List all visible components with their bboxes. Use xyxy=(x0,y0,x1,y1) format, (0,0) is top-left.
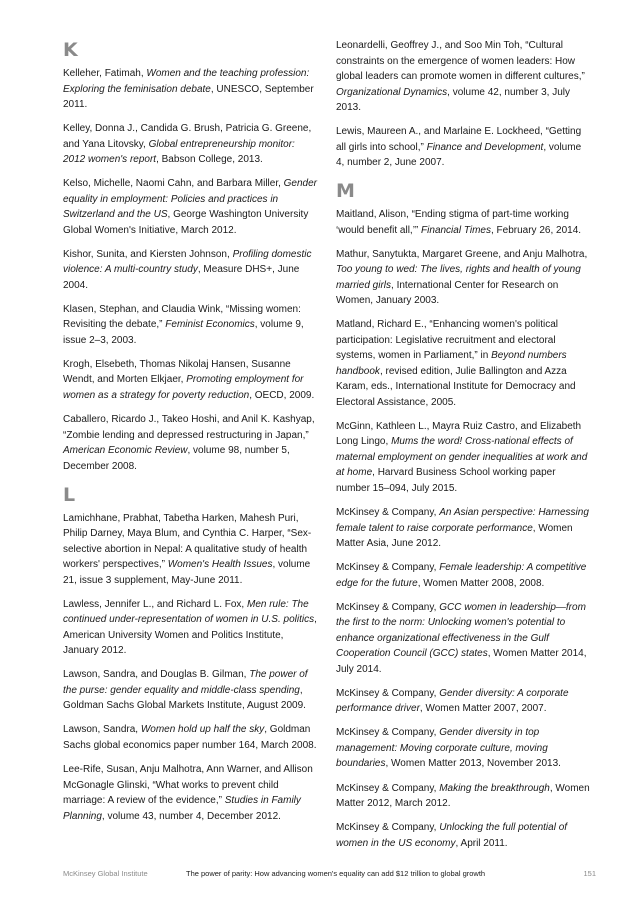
l-continued-entries xyxy=(336,38,591,171)
reference-authors: McKinsey & Company, xyxy=(336,727,440,739)
reference-entry xyxy=(336,317,591,410)
reference-authors: McKinsey & Company, xyxy=(336,782,440,794)
reference-entry xyxy=(63,176,318,238)
reference-authors: Caballero, Ricardo J., Takeo Hoshi, and Anil K. Kashyap, “Zombie lending and depressed restructuring in Japan,” xyxy=(63,414,315,441)
reference-authors: Maitland, Alison, “Ending stigma of part-time working ‘would benefit all,’” xyxy=(336,209,569,236)
reference-title: Studies in Family Planning xyxy=(63,795,301,822)
reference-details: , Babson College, 2013. xyxy=(156,154,263,166)
reference-details: , Women Matter 2007, 2007. xyxy=(419,703,547,715)
reference-entry xyxy=(63,121,318,168)
footer-report-title: The power of parity: How advancing women's equality can add $12 trillion to global growth xyxy=(186,869,486,878)
reference-entry xyxy=(63,762,318,824)
reference-entry xyxy=(63,511,318,589)
reference-entry xyxy=(63,66,318,113)
reference-entry xyxy=(63,722,318,753)
reference-entry xyxy=(336,38,591,116)
reference-details: , Women Matter 2013, November 2013. xyxy=(385,758,561,770)
reference-authors: Lawson, Sandra, and Douglas B. Gilman, xyxy=(63,669,250,681)
page-footer xyxy=(63,867,596,881)
reference-authors: Lewis, Maureen A., and Marlaine E. Lockheed, “Getting all girls into school,” xyxy=(336,126,582,153)
reference-entry xyxy=(336,419,591,497)
reference-authors: Lawless, Jennifer L., and Richard L. Fox, xyxy=(63,598,247,610)
reference-authors: Lee-Rife, Susan, Anju Malhotra, Ann Warner, and Allison McGonagle Glinski, “What works to prevent child marriage: A review of the evidence,” xyxy=(63,764,313,807)
reference-details: , Women Matter 2008, 2008. xyxy=(417,577,545,589)
reference-entry xyxy=(336,820,591,851)
reference-authors: Krogh, Elsebeth, Thomas Nikolaj Hansen, Susanne Wendt, and Morten Elkjaer, xyxy=(63,358,291,386)
reference-title: Organizational Dynamics xyxy=(336,86,448,98)
reference-title: Unlocking the full potential of women in the US economy xyxy=(336,822,568,849)
reference-entry xyxy=(63,247,318,294)
reference-details: , Women Matter Asia, June 2012. xyxy=(336,522,573,550)
reference-title: Profiling domestic violence: A multi-country study xyxy=(63,248,312,276)
l-entries xyxy=(63,511,318,824)
reference-title: Female leadership: A competitive edge for the future xyxy=(336,562,587,589)
reference-authors: Lamichhane, Prabhat, Tabetha Harken, Mahesh Puri, Philip Darney, Maya Blum, and Cynthia C. Harper, “Sex-selective abortion in Nepal: A qualitative study of health workers' perspectives,” xyxy=(63,512,312,571)
section-letter-l: L xyxy=(63,483,76,506)
reference-title: Gender equality in employment: Policies and practices in Switzerland and the US xyxy=(63,178,318,221)
reference-details: , American University Women and Politics Institute, January 2012. xyxy=(63,614,317,657)
reference-authors: Kishor, Sunita, and Kiersten Johnson, xyxy=(63,248,233,260)
reference-authors: Kelso, Michelle, Naomi Cahn, and Barbara Miller, xyxy=(63,178,284,190)
reference-entry xyxy=(336,207,591,238)
reference-title: Gender diversity in top management: Moving corporate culture, moving boundaries xyxy=(336,727,548,770)
reference-authors: Lawson, Sandra, xyxy=(63,724,141,736)
reference-entry xyxy=(336,124,591,171)
section-letter-k: K xyxy=(63,39,78,61)
reference-details: , UNESCO, September 2011. xyxy=(63,83,314,110)
reference-title: Women's Health Issues xyxy=(167,559,273,571)
reference-details: , volume 98, number 5, December 2008. xyxy=(63,445,290,472)
reference-details: , International Center for Research on Women, January 2003. xyxy=(336,279,559,307)
footer-organization: McKinsey Global Institute xyxy=(63,869,148,878)
reference-title: Promoting employment for women as a strategy for poverty reduction xyxy=(63,374,304,401)
reference-details: , Women Matter 2014, July 2014. xyxy=(336,648,587,675)
reference-title: Gender diversity: A corporate performance driver xyxy=(336,687,569,715)
reference-authors: Klasen, Stephan, and Claudia Wink, “Missing women: Revisiting the debate,” xyxy=(63,303,301,331)
right-column xyxy=(336,38,591,860)
reference-details: , George Washington University Global Women's Initiative, March 2012. xyxy=(63,209,309,236)
reference-details: , volume 4, number 2, June 2007. xyxy=(336,141,582,169)
reference-entry xyxy=(336,560,591,591)
reference-entry xyxy=(336,600,591,678)
m-entries xyxy=(336,207,591,851)
reference-details: , April 2011. xyxy=(455,837,508,849)
reference-authors: Mathur, Sanytukta, Margaret Greene, and Anju Malhotra, xyxy=(336,248,588,260)
reference-entry xyxy=(63,412,318,474)
reference-authors: Matland, Richard E., “Enhancing women's political participation: Legislative recruitment and electoral systems, women in Parliament,” in xyxy=(336,319,559,362)
reference-title: Beyond numbers handbook xyxy=(336,350,567,377)
reference-authors: McKinsey & Company, xyxy=(336,687,440,699)
reference-entry xyxy=(336,686,591,717)
reference-details: , revised edition, Julie Ballington and Azza Karam, eds., International Institute for Democracy and Electoral Assistance, 2005. xyxy=(336,365,576,408)
reference-title: American Economic Review xyxy=(63,445,188,457)
reference-entry xyxy=(63,597,318,659)
reference-title: Global entrepreneurship monitor: 2012 women's report xyxy=(63,138,295,166)
reference-details: , Women Matter 2012, March 2012. xyxy=(336,782,590,810)
reference-details: , volume 21, issue 3 supplement, May-June 2011. xyxy=(63,559,311,586)
reference-title: Women hold up half the sky xyxy=(140,724,265,736)
reference-details: , Goldman Sachs global economics paper number 164, March 2008. xyxy=(63,724,317,751)
reference-entry xyxy=(336,505,591,552)
k-entries xyxy=(63,66,318,474)
reference-authors: McKinsey & Company, xyxy=(336,822,440,834)
reference-title: Financial Times xyxy=(421,224,491,236)
reference-details: , Goldman Sachs Global Markets Institute, August 2009. xyxy=(63,684,306,712)
reference-authors: Leonardelli, Geoffrey J., and Soo Min Toh, “Cultural constraints on the emergence of women leaders: How global leaders can promote women in different cultures,” xyxy=(336,40,585,82)
reference-details: , Measure DHS+, June 2004. xyxy=(63,264,300,291)
reference-title: Feminist Economics xyxy=(165,319,255,331)
reference-details: , Harvard Business School working paper number 15–094, July 2015. xyxy=(336,467,556,494)
reference-title: An Asian perspective: Harnessing female talent to raise corporate performance xyxy=(336,507,589,534)
reference-entry xyxy=(63,667,318,714)
reference-details: , February 26, 2014. xyxy=(490,224,582,236)
reference-title: Making the breakthrough xyxy=(439,782,550,794)
reference-title: Women and the teaching profession: Exploring the feminisation debate xyxy=(63,68,310,95)
reference-authors: McKinsey & Company, xyxy=(336,507,440,519)
reference-authors: Kelleher, Fatimah, xyxy=(63,68,147,79)
reference-details: , OECD, 2009. xyxy=(249,389,315,401)
left-column xyxy=(63,38,318,833)
reference-entry xyxy=(336,247,591,309)
reference-authors: McGinn, Kathleen L., Mayra Ruiz Castro, and Elizabeth Long Lingo, xyxy=(336,420,582,448)
reference-title: Finance and Development xyxy=(426,141,544,153)
reference-authors: McKinsey & Company, xyxy=(336,601,440,613)
reference-details: , volume 43, number 4, December 2012. xyxy=(101,810,281,822)
reference-title: Mums the word! Cross-national effects of maternal employment on gender inequalities at work and at home xyxy=(336,436,588,479)
reference-entry xyxy=(336,781,591,812)
reference-entry xyxy=(336,725,591,772)
reference-title: Too young to wed: The lives, rights and health of young married girls xyxy=(336,264,581,291)
reference-entry xyxy=(63,357,318,404)
reference-title: GCC women in leadership—from the first to the norm: Unlocking women's potential to enhance organizational effectiveness in the Gulf Cooperation Council (GCC) states xyxy=(336,601,586,660)
reference-authors: Kelley, Donna J., Candida G. Brush, Patricia G. Greene, and Yana Litovsky, xyxy=(63,123,312,150)
reference-entry xyxy=(63,302,318,349)
reference-details: , volume 42, number 3, July 2013. xyxy=(336,86,571,113)
reference-title: The power of the purse: gender equality and middle-class spending xyxy=(63,669,308,696)
section-letter-m: M xyxy=(336,180,355,203)
page-number: 151 xyxy=(583,869,596,878)
reference-authors: McKinsey & Company, xyxy=(336,562,440,574)
reference-title: Men rule: The continued under-representation of women in U.S. politics xyxy=(63,598,315,626)
reference-details: , volume 9, issue 2–3, 2003. xyxy=(63,319,304,346)
